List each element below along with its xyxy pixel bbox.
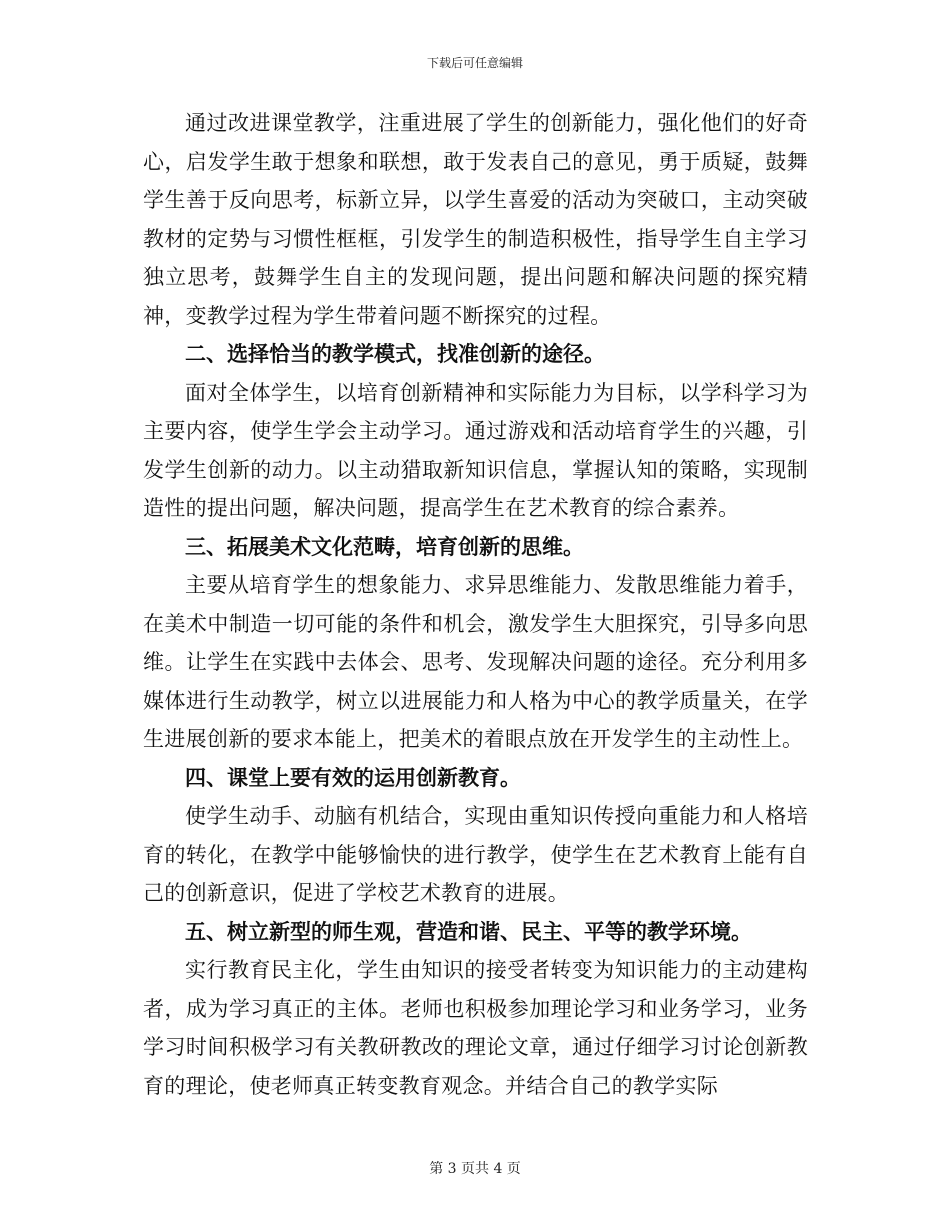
paragraph: 使学生动手、动脑有机结合，实现由重知识传授向重能力和人格培育的转化，在教学中能够愉快的进行教学，使学生在艺术教育上能有自己的创新意识，促进了学校艺术教育的进展。 [143, 804, 808, 905]
paragraph: 通过改进课堂教学，注重进展了学生的创新能力，强化他们的好奇心，启发学生敢于想象和联想，敢于发表自己的意见，勇于质疑，鼓舞学生善于反向思考，标新立异，以学生喜爱的活动为突破口，主动突破教材的定势与习惯性框框，引发学生的制造积极性，指导学生自主学习独立思考，鼓舞学生自主的发现问题，提出问题和解决问题的探究精神，变教学过程为学生带着问题不断探究的过程。 [143, 111, 808, 328]
paragraph: 实行教育民主化，学生由知识的接受者转变为知识能力的主动建构者，成为学习真正的主体。老师也积极参加理论学习和业务学习，业务学习时间积极学习有关教研教改的理论文章，通过仔细学习讨论创新教育的理论，使老师真正转变教育观念。并结合自己的教学实际 [143, 958, 808, 1098]
section-heading: 五、树立新型的师生观，营造和谐、民主、平等的教学环境。 [185, 918, 752, 944]
section-heading: 二、选择恰当的教学模式，找准创新的途径。 [185, 341, 605, 366]
paragraph: 主要从培育学生的想象能力、求异思维能力、发散思维能力着手，在美术中制造一切可能的条件和机会，激发学生大胆探究，引导多向思维。让学生在实践中去体会、思考、发现解决问题的途径。充分利用多媒体进行生动教学，树立以进展能力和人格为中心的教学质量关，在学生进展创新的要求本能上，把美术的着眼点放在开发学生的主动性上。 [143, 573, 808, 751]
section-heading: 四、课堂上要有效的运用创新教育。 [185, 764, 521, 790]
document-body [143, 104, 808, 1105]
paragraph: 面对全体学生，以培育创新精神和实际能力为目标，以学科学习为主要内容，使学生学会主动学习。通过游戏和活动培育学生的兴趣，引发学生创新的动力。以主动猎取新知识信息，掌握认知的策略，实现制造性的提出问题，解决问题，提高学生在艺术教育的综合素养。 [143, 380, 808, 520]
page-header: 下载后可任意编辑 [426, 56, 523, 70]
page-footer: 第 3 页共 4 页 [429, 1161, 521, 1177]
section-heading: 三、拓展美术文化范畴，培育创新的思维。 [185, 533, 584, 559]
